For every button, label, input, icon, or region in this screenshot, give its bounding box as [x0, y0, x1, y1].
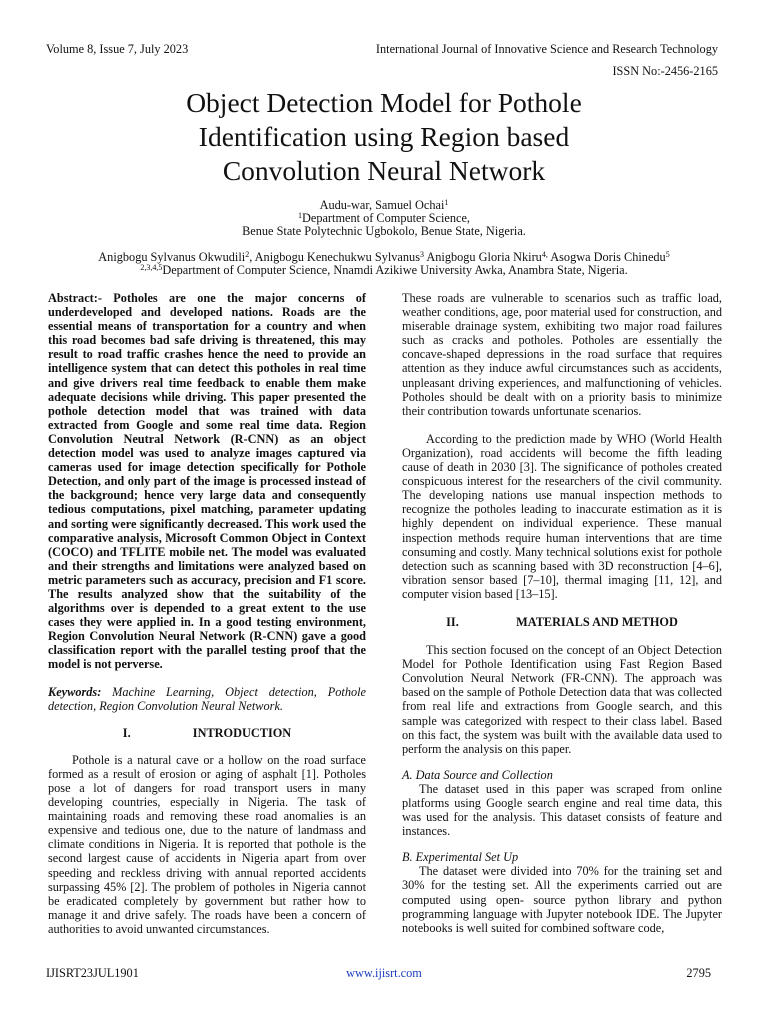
page-number: 2795 — [686, 966, 711, 980]
coauthor: Anigbogu Sylvanus Okwudili$^2$, — [98, 250, 255, 264]
title-line: Convolution Neural Network — [222, 155, 546, 186]
paper-title — [0, 86, 768, 188]
introduction-paragraph: Pothole is a natural cave or a hollow on the road surface formed as a result of erosion or aging of asphalt [1]. Potholes pose a lot of dangers for road transport users in many developing countries, especially in Nigeria. The task of maintaining roads and removing these road anomalies is an expensive and tedious one, due to the nature of landmass and climate conditions in Nigeria. It is reported that pothole is the second largest cause of accidents in Nigeria apart from over speeding and reckless driving with annual reported accidents surpassing 45% [2]. The problem of potholes in Nigeria cannot be eradicated completely by government but rather how to manage it and drive safely. The roads have been a concern of authorities to avoid unwanted circumstances. — [48, 752, 366, 936]
right-column — [402, 291, 722, 935]
affiliation-2 — [0, 263, 768, 277]
abstract: Abstract:- Potholes are one the major concerns of underdeveloped and developed nations. Roads are the essential means of transportation for a country and when this road becomes bad safe driving is threatened, this may result to road traffic crashes hence the need to provide an intelligence system that can detect this potholes in real time and give drivers real time feedback to enable them make adequate decisions while driving. This paper presented the pothole detection model that was trained with data extracted from Google and some real time data. Region Convolution Neutral Network (R-CNN) as an object detection model was used to analyze images captured via cameras used for image detection specifically for Pothole Detection, and only part of the image is processed instead of the background; hence very large data and consequently tedious computations, pixel matching, parameter updating and sorting were significantly decreased. This work used the comparative analysis, Microsoft Common Object in Context (COCO) and TFLITE mobile net. The model was evaluated and their strengths and limitations were analyzed based on metric parameters such as accuracy, precision and F1 score. The results analyzed show that the suitability of the algorithms over is depended to a great extent to the use cases they were applied in. In a good testing environment, Region Convolution Neural Network (R-CNN) gave a good classification report with the parallel testing proof that the model is not perverse. — [48, 291, 366, 672]
keywords-text: Machine Learning, Object detection, Pothole detection, Region Convolution Neural Network. — [48, 684, 366, 713]
title-line: Identification using Region based — [198, 121, 570, 152]
section-heading-methods — [402, 615, 722, 629]
section-number: II. — [446, 614, 459, 629]
journal-website-link[interactable]: www.ijisrt.com — [346, 966, 422, 980]
coauthor: Anigbogu Kenechukwu Sylvanus$^3$ — [254, 250, 424, 264]
coauthor: Anigbogu Gloria Nkiru$^{4,}$ — [426, 250, 548, 264]
author-name: Audu-war, Samuel Ochai — [319, 198, 445, 212]
affiliation-1 — [0, 211, 768, 225]
section-title: MATERIALS AND METHOD — [516, 614, 678, 629]
volume-info: Volume 8, Issue 7, July 2023 — [46, 42, 189, 56]
body-paragraph: The dataset were divided into 70% for the training set and 30% for the testing set. All the experiments carried out are computed using open- source python library and python programming language with Jupyter notebook IDE. The Jupyter notebooks is well suited for combined software code, — [402, 864, 722, 935]
affiliation-1-institution: Benue State Polytechnic Ugbokolo, Benue State, Nigeria. — [242, 224, 526, 238]
section-title: INTRODUCTION — [192, 725, 292, 740]
subsection-heading: A. Data Source and Collection — [402, 767, 553, 782]
affiliation-sup: 2,3,4,5 — [140, 263, 163, 272]
title-line: Object Detection Model for Pothole — [186, 87, 582, 118]
keywords — [48, 685, 366, 713]
body-paragraph: These roads are vulnerable to scenarios such as traffic load, weather conditions, age, poor material used for construction, and miserable drainage system, exhibiting two major road failures such as cracks and potholes. Potholes are essentially the concave-shaped depressions in the road surface that requires attention as they induce awful circumstances such as accidents, unpleasant driving experiences, and malfunctioning of vehicles. Potholes should be dealt with on a priority basis to minimize their contribution towards unfortunate scenarios. — [402, 291, 722, 418]
coauthors — [0, 250, 768, 264]
affiliation-sup: 1 — [297, 211, 302, 220]
author-sup: 1 — [444, 198, 449, 207]
journal-name: International Journal of Innovative Science and Research Technology — [375, 42, 718, 56]
body-paragraph: This section focused on the concept of an Object Detection Model for Pothole Identification using Fast Region Based Convolution Neural Network (FR-CNN). The approach was based on the sample of Pothole Detection data that was collected from real life and extractions from Google search, and this sample was categorized with respect to their class label. Based on this fact, the system was built with the available data used to perform the analysis on this paper. — [402, 643, 722, 756]
paper-id: IJISRT23JUL1901 — [46, 966, 139, 980]
body-paragraph: According to the prediction made by WHO (World Health Organization), road accidents will become the fifth leading cause of death in 2030 [3]. The significance of potholes created conspicuous interest for the researchers of the civil community. The developing nations use manual inspection methods to recognize the potholes leading to inaccurate estimation as it is highly dependent on individual experience. These manual inspection methods require human interventions that are time consuming and costly. Many technical solutions exist for pothole detection such as scanning based with 3D reconstruction [4–6], vibration sensor based [7–10], thermal imaging [11, 12], and computer vision based [13–15]. — [402, 431, 722, 601]
body-paragraph: The dataset used in this paper was scraped from online platforms using Google search engine and real time data, this was used for the analysis. This dataset consists of feature and instances. — [402, 781, 722, 839]
affiliation-text: Department of Computer Science, Nnamdi Azikiwe University Awka, Anambra State, Nigeria. — [162, 263, 628, 277]
section-number: I. — [122, 725, 131, 740]
affiliation-dept: Department of Computer Science, — [301, 211, 470, 225]
keywords-label: Keywords: — [48, 684, 102, 699]
left-column — [48, 291, 366, 936]
section-heading-introduction — [48, 726, 366, 740]
first-author — [0, 198, 768, 212]
subsection-heading: B. Experimental Set Up — [402, 850, 519, 865]
issn: ISSN No:-2456-2165 — [612, 64, 718, 78]
coauthor: Asogwa Doris Chinedu$^5$ — [550, 250, 670, 264]
